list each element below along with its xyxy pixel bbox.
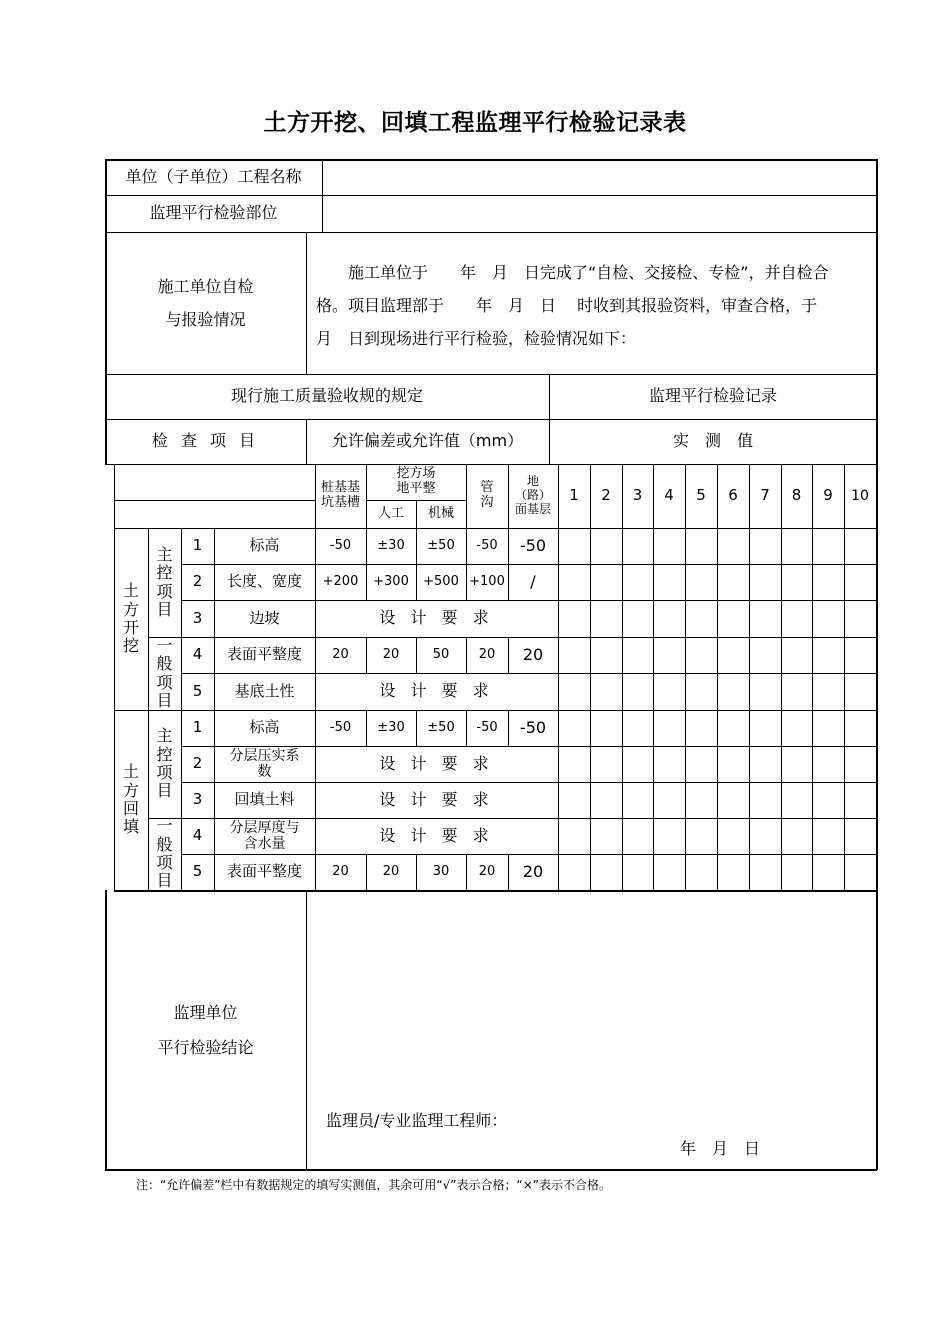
item-name: 表面平整度 bbox=[226, 862, 302, 881]
main-control-label: 主控项目 bbox=[156, 726, 173, 801]
measure-col-6: 6 bbox=[728, 486, 738, 505]
page-title: 土方开挖、回填工程监理平行检验记录表 bbox=[263, 110, 687, 136]
machine-header: 机械 bbox=[427, 505, 454, 521]
tolerance-value: ±30 bbox=[377, 537, 405, 553]
item-name: 标高 bbox=[249, 718, 280, 737]
measure-col-7: 7 bbox=[760, 486, 770, 505]
design-requirement: 设 计 要 求 bbox=[379, 825, 494, 845]
inspection-part-field bbox=[322, 195, 877, 232]
item-name: 边坡 bbox=[249, 608, 280, 627]
tolerance-value: 20 bbox=[382, 646, 400, 662]
grid-line bbox=[114, 500, 315, 501]
tolerance-value: / bbox=[530, 571, 536, 591]
footnote: 注：“允许偏差”栏中有数据规定的填写实测值，其余可用“√”表示合格；“×”表示不合格。 bbox=[136, 1178, 612, 1192]
tolerance-value: -50 bbox=[476, 537, 498, 553]
tolerance-value: +500 bbox=[423, 573, 459, 589]
item-number: 4 bbox=[192, 826, 203, 845]
item-name: 回填土料 bbox=[234, 790, 295, 809]
grid-line bbox=[306, 890, 307, 1170]
self-check-label-line: 与报验情况 bbox=[165, 310, 246, 329]
ground-road-header: 地（路）面基层 bbox=[515, 474, 552, 516]
measure-col-10: 10 bbox=[851, 487, 869, 504]
record-label: 监理平行检验记录 bbox=[648, 386, 777, 406]
design-requirement: 设 计 要 求 bbox=[379, 608, 494, 628]
tolerance-value: ±30 bbox=[377, 719, 405, 735]
measure-col-3: 3 bbox=[632, 486, 643, 505]
tolerance-value: -50 bbox=[519, 535, 547, 555]
measure-col-2: 2 bbox=[601, 486, 611, 505]
measured-label: 实 测 值 bbox=[672, 431, 753, 451]
grid-line bbox=[466, 854, 467, 890]
tolerance-value: -50 bbox=[329, 537, 352, 553]
grid-line bbox=[466, 710, 467, 746]
grid-line bbox=[466, 637, 467, 673]
backfill-group-label: 土方回填 bbox=[122, 762, 139, 837]
item-number: 2 bbox=[192, 572, 203, 591]
item-number: 1 bbox=[192, 718, 203, 737]
grid-line bbox=[366, 564, 367, 600]
grid-line bbox=[466, 528, 467, 564]
self-check-label bbox=[105, 232, 306, 374]
conclusion-label-line: 监理单位 bbox=[173, 1003, 238, 1022]
self-check-line-3: 月 日到现场进行平行检验，检验情况如下： bbox=[316, 329, 637, 348]
item-number: 1 bbox=[192, 536, 203, 555]
item-number: 2 bbox=[192, 754, 203, 773]
tolerance-value: ±50 bbox=[427, 719, 455, 735]
general-label: 一般项目 bbox=[156, 637, 173, 710]
item-number: 5 bbox=[192, 681, 203, 700]
tolerance-value: -50 bbox=[329, 719, 352, 735]
design-requirement: 设 计 要 求 bbox=[379, 789, 494, 809]
spec-label: 现行施工质量验收规的规定 bbox=[230, 386, 423, 406]
tolerance-value: 20 bbox=[382, 863, 400, 879]
item-name: 表面平整度 bbox=[226, 645, 302, 664]
main-control-label: 主控项目 bbox=[156, 544, 173, 619]
item-name: 长度、宽度 bbox=[226, 572, 302, 591]
grid-line bbox=[416, 710, 417, 746]
grid-line bbox=[876, 464, 878, 890]
item-name: 基底土性 bbox=[234, 681, 295, 700]
general-label: 一般项目 bbox=[156, 818, 173, 890]
grid-line bbox=[366, 528, 367, 564]
grid-line bbox=[876, 890, 878, 1170]
self-check-line-2: 格。项目监理部于 年 月 日 时收到其报验资料，审查合格，于 bbox=[316, 296, 818, 315]
tolerance-value: 50 bbox=[432, 646, 450, 662]
self-check-line-1: 施工单位于 年 月 日完成了“自检、交接检、专检”，并自检合 bbox=[348, 263, 829, 282]
tolerance-value: +300 bbox=[373, 573, 409, 589]
conclusion-label-line: 平行检验结论 bbox=[157, 1038, 254, 1057]
pile-pit-header: 桩基基坑基槽 bbox=[321, 480, 361, 510]
tolerance-value: 20 bbox=[522, 861, 544, 881]
manual-header: 人工 bbox=[377, 505, 404, 521]
tolerance-value: 20 bbox=[332, 863, 349, 879]
tolerance-value: +100 bbox=[469, 573, 505, 589]
grid-line bbox=[366, 637, 367, 673]
tolerance-value: +200 bbox=[322, 573, 359, 589]
grid-line bbox=[508, 854, 509, 890]
grid-line bbox=[466, 564, 467, 600]
measure-col-9: 9 bbox=[823, 486, 833, 505]
grid-line bbox=[508, 710, 509, 746]
signer-label: 监理员/专业监理工程师： bbox=[326, 1111, 508, 1131]
item-number: 3 bbox=[192, 608, 203, 627]
grid-line bbox=[416, 564, 417, 600]
project-name-field bbox=[322, 159, 877, 195]
measure-col-4: 4 bbox=[664, 486, 674, 505]
design-requirement: 设 计 要 求 bbox=[379, 681, 494, 701]
measure-col-5: 5 bbox=[696, 486, 706, 505]
tolerance-value: 20 bbox=[478, 646, 496, 662]
sign-date: 年 月 日 bbox=[679, 1138, 760, 1158]
project-name-label: 单位（子单位）工程名称 bbox=[125, 166, 302, 186]
tolerance-value: 20 bbox=[332, 646, 349, 662]
item-name: 分层厚度与含水量 bbox=[229, 819, 300, 852]
item-number: 3 bbox=[192, 790, 203, 809]
tolerance-value: ±50 bbox=[427, 537, 455, 553]
tolerance-value: -50 bbox=[519, 717, 547, 737]
tolerance-label: 允许偏差或允许值（mm） bbox=[331, 431, 524, 451]
item-name: 标高 bbox=[249, 536, 280, 555]
grid-line bbox=[508, 564, 509, 600]
trench-header: 管沟 bbox=[480, 480, 494, 510]
tolerance-value: 20 bbox=[478, 863, 496, 879]
self-check-description bbox=[316, 256, 868, 355]
tolerance-value: 30 bbox=[432, 863, 450, 879]
item-name: 分层压实系数 bbox=[229, 747, 300, 780]
item-number: 4 bbox=[192, 645, 203, 664]
excavation-group-label: 土方开挖 bbox=[122, 581, 139, 656]
grid-line bbox=[508, 528, 509, 564]
grid-line bbox=[508, 637, 509, 673]
inspection-part-label: 监理平行检验部位 bbox=[149, 203, 278, 223]
grid-line bbox=[366, 854, 367, 890]
measure-col-8: 8 bbox=[791, 486, 802, 505]
tolerance-value: -50 bbox=[476, 719, 498, 735]
grid-line bbox=[416, 637, 417, 673]
check-item-label: 检 查 项 目 bbox=[151, 431, 260, 451]
grid-line bbox=[366, 710, 367, 746]
tolerance-value: 20 bbox=[522, 644, 544, 664]
self-check-label-line: 施工单位自检 bbox=[157, 277, 254, 296]
grid-line bbox=[306, 232, 307, 374]
site-leveling-header: 挖方场地平整 bbox=[396, 466, 436, 496]
grid-line bbox=[416, 528, 417, 564]
measure-col-1: 1 bbox=[569, 486, 579, 505]
grid-line bbox=[416, 854, 417, 890]
item-number: 5 bbox=[192, 862, 203, 881]
conclusion-label bbox=[105, 890, 306, 1170]
design-requirement: 设 计 要 求 bbox=[379, 753, 494, 773]
